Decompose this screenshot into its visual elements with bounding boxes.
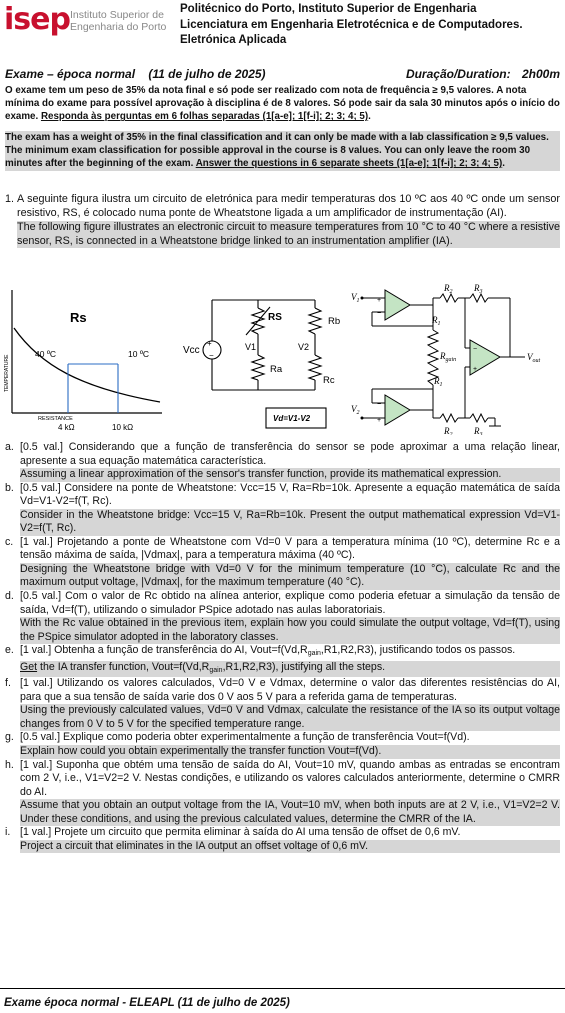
logo-isep-text: isep bbox=[4, 2, 70, 37]
opamp-1 bbox=[385, 290, 410, 320]
vcc-plus: + bbox=[207, 339, 212, 348]
item-e bbox=[5, 644, 560, 677]
question-1-en: The following figure illustrates an electronic circuit to measure temperatures from 10 °C to 40 °C where a resistive sensor, RS, is connected in a Wheatstone bridge linked to an instrumentation amplifier (IA). bbox=[17, 221, 560, 247]
item-en: Assume that you obtain an output voltage from the IA, Vout=10 mV, when both inputs are at 2 V, i.e., V1=V2=2 V. Under these conditions, and using the previous calculated values, determine the CMRR of the IA. bbox=[20, 799, 560, 825]
page-header bbox=[0, 0, 565, 58]
opamp1-minus: − bbox=[377, 310, 382, 317]
r1-top-resistor bbox=[428, 330, 438, 348]
vcc-label: Vcc bbox=[183, 345, 200, 356]
item-label: i. bbox=[5, 826, 11, 839]
item-en: Project a circuit that eliminates in the IA output an offset voltage of 0,6 mV. bbox=[20, 840, 560, 854]
rs-label: RS bbox=[268, 312, 282, 323]
rb-label: Rb bbox=[328, 316, 341, 327]
logo-line1: Instituto Superior de bbox=[70, 9, 164, 21]
intro-en-text: The exam has a weight of 35% in the final classification and it can only be made with a lab classification ≥ 9,5 values. The minimum exam classification for possible approval in the course is 8 values. You can only leave the room 30 minutes after the beginning of the exam. bbox=[5, 132, 549, 170]
item-en: Designing the Wheatstone bridge with Vd=0 V for the minimum temperature (10 °C), calculate Rc and the maximum output voltage, |Vdmax|, for the maximum temperature (40 °C). bbox=[20, 562, 560, 589]
ia-v1-label: $V_1$ bbox=[351, 292, 360, 304]
graph-label-10: 10 ºC bbox=[128, 349, 150, 359]
opamp2-plus: + bbox=[377, 417, 382, 424]
ia-rgain-label: $R_{gain}$ bbox=[440, 351, 457, 363]
item-label: g. bbox=[5, 731, 14, 744]
r2-bottom-resistor bbox=[440, 414, 458, 422]
item-pt: [1 val.] Suponha que obtém uma tensão de saída do AI, Vout=10 mV, quando ambas as entradas se encontram com 2 V, i.e., V1=V2=2 V. Nestas condições, e utilizando os valores calculados anteriormente, determine o CMRR do AI. bbox=[20, 758, 560, 798]
circuit-figure bbox=[0, 280, 565, 435]
ia-r2-top-label: $R_2$ bbox=[444, 283, 453, 295]
graph-curve bbox=[14, 328, 160, 402]
item-i bbox=[5, 826, 560, 853]
item-d bbox=[5, 590, 560, 644]
course-name: Licenciatura em Engenharia Eletrotécnica e de Computadores. bbox=[180, 18, 523, 31]
v2-label: V2 bbox=[298, 342, 310, 352]
item-f bbox=[5, 677, 560, 731]
ra-resistor bbox=[252, 355, 264, 380]
item-label: a. bbox=[5, 441, 14, 453]
ia-r1-bottom-label: $R_1$ bbox=[434, 376, 443, 388]
logo-line2: Engenharia do Porto bbox=[70, 21, 167, 33]
item-en: Assuming a linear approximation of the sensor's transfer function, provide its mathematical expression. bbox=[20, 468, 560, 482]
ia-vout-label: $V_{out}$ bbox=[527, 352, 541, 364]
v1-terminal bbox=[361, 297, 364, 300]
r3-top-resistor bbox=[470, 294, 488, 302]
opamp3-plus: + bbox=[473, 366, 478, 373]
ia-r3-top-label: $R_3$ bbox=[474, 283, 483, 295]
page-footer bbox=[0, 988, 565, 1009]
question-number: 1. bbox=[5, 193, 15, 205]
graph-tick-4k: 4 kΩ bbox=[58, 423, 75, 432]
subject-name: Eletrónica Aplicada bbox=[180, 34, 287, 46]
graph-xlabel: RESISTANCE bbox=[38, 416, 73, 422]
rc-resistor bbox=[309, 355, 321, 380]
exam-title: Exame – época normal (11 de julho de 2025) bbox=[5, 67, 266, 81]
item-label: d. bbox=[5, 590, 14, 603]
graph-ylabel: TEMPERATURE bbox=[4, 354, 10, 392]
item-en: Consider in the Wheatstone bridge: Vcc=15 V, Ra=Rb=10k. Present the output mathematical expression Vd=V1-V2=f(T, Rc). bbox=[20, 508, 560, 535]
intro-en-end: . bbox=[502, 158, 505, 170]
rb-resistor bbox=[309, 308, 321, 334]
item-pt: [1 val.] Utilizando os valores calculados, Vd=0 V e Vdmax, determine o valor das diferentes resistências do AI, para que a sua tensão de saída varie dos 0 V aos 5 V para a referida gama de temperaturas. bbox=[20, 677, 560, 703]
item-pt: [1 val.] Projetando a ponte de Wheatstone com Vd=0 V para a temperatura mínima (10 ºC), determine Rc e a tensão máxima de saída, |Vdmax|, para a temperatura máxima (40 ºC). bbox=[20, 535, 560, 562]
graph-label-40: 40 ºC bbox=[35, 349, 57, 359]
question-1-body bbox=[17, 193, 560, 248]
r2-top-resistor bbox=[440, 294, 458, 302]
item-pt: [0.5 val.] Explique como poderia obter experimentalmente a função de transferência Vout=f(Vd). bbox=[20, 731, 470, 744]
item-a bbox=[5, 441, 560, 482]
intro-pt-underlined: Responda às perguntas em 6 folhas separadas (1[a-e]; 1[f-i]; 2; 3; 4; 5) bbox=[40, 111, 369, 123]
opamp2-minus: − bbox=[377, 401, 382, 408]
question-1-pt: A seguinte figura ilustra um circuito de eletrónica para medir temperaturas dos 10 ºC aos 40 ºC onde um sensor resistivo, RS, é colocado numa ponte de Wheatstone ligada a um amplificador de instrumentação (AI). bbox=[17, 193, 560, 219]
ia-r3-bottom-label: $R_3$ bbox=[474, 426, 483, 435]
question-items bbox=[5, 441, 560, 853]
item-pt: [0.5 val.] Considerando que a função de transferência do sensor se pode aproximar a uma relação linear, apresente a sua equação matemática característica. bbox=[20, 441, 560, 467]
graph-tick-10k: 10 kΩ bbox=[112, 423, 134, 432]
circuit-figure-svg bbox=[0, 280, 565, 435]
opamp3-minus: − bbox=[473, 346, 478, 353]
v1-label: V1 bbox=[245, 342, 257, 352]
v2-terminal bbox=[361, 417, 364, 420]
intro-pt-end: . bbox=[368, 111, 371, 123]
item-pt: [1 val.] Obtenha a função de transferência do AI, $Vout=f(Vd,R_{gain},R1,R2,R3)$, justificando todos os passos. bbox=[20, 644, 516, 658]
sensor-graph bbox=[4, 290, 162, 432]
ia-r1-top-label: $R_1$ bbox=[432, 315, 441, 327]
item-label: e. bbox=[5, 644, 14, 657]
item-b bbox=[5, 482, 560, 536]
vd-box-label: Vd=V1-V2 bbox=[273, 414, 311, 423]
item-en: Using the previously calculated values, Vd=0 V and Vdmax, calculate the resistance of the IA so its output voltage changes from 0 V to 5 V for the specified temperature range. bbox=[20, 704, 560, 730]
rgain-resistor bbox=[428, 348, 438, 366]
item-g bbox=[5, 731, 560, 758]
intro-english bbox=[5, 131, 560, 171]
item-label: b. bbox=[5, 481, 14, 494]
vcc-minus: − bbox=[209, 351, 214, 360]
item-en: Explain how could you obtain experimentally the transfer function Vout=f(Vd). bbox=[20, 745, 560, 759]
duration-value: 2h00m bbox=[521, 67, 560, 81]
item-en: Get the IA transfer function, $Vout=f(Vd,R_{gain},R1,R2,R3)$, justifying all the steps. bbox=[20, 661, 560, 678]
intro-portuguese bbox=[5, 84, 560, 124]
intro-pt-text: O exame tem um peso de 35% da nota final e só pode ser realizado com nota de frequência ≥ 9,5 valores. A nota mínima do exame para possível aprovação à disciplina é de 8 valores. Só pode sair da sala 30 minutos após o início do exame. bbox=[5, 85, 560, 123]
graph-title: Rs bbox=[70, 310, 87, 325]
r3-bottom-resistor bbox=[470, 414, 488, 422]
item-label: h. bbox=[5, 758, 14, 771]
item-c bbox=[5, 536, 560, 590]
item-label: c. bbox=[5, 535, 14, 548]
rs-arrow bbox=[246, 307, 270, 335]
institution-name: Politécnico do Porto, Instituto Superior de Engenharia bbox=[180, 3, 477, 15]
wheatstone-bridge bbox=[203, 300, 326, 428]
opamp1-plus: + bbox=[377, 297, 382, 304]
ra-label: Ra bbox=[270, 364, 283, 375]
ia-v2-label: $V_2$ bbox=[351, 404, 360, 416]
item-h bbox=[5, 759, 560, 827]
item-en: With the Rc value obtained in the previous item, explain how you could simulate the output voltage, Vd=f(T), using the PSpice simulator adopted in the laboratory classes. bbox=[20, 617, 560, 643]
opamp-2 bbox=[385, 395, 410, 425]
ia-r2-bottom-label: $R_2$ bbox=[444, 426, 453, 435]
exam-duration bbox=[406, 67, 560, 81]
item-pt: [1 val.] Projete um circuito que permita eliminar à saída do AI uma tensão de offset de 0,6 mV. bbox=[20, 826, 461, 839]
intro-en-underlined: Answer the questions in 6 separate sheets (1[a-e]; 1[f-i]; 2; 3; 4; 5) bbox=[195, 158, 503, 170]
item-pt: [0.5 val.] Considere na ponte de Wheatstone: Vcc=15 V, Ra=Rb=10k. Apresente a equação matemática de saída Vd=V1-V2=f(T, Rc). bbox=[20, 481, 560, 508]
footer-text: Exame época normal - ELEAPL (11 de julho de 2025) bbox=[4, 997, 290, 1009]
item-pt: [0.5 val.] Com o valor de Rc obtido na alínea anterior, explique como poderia efetuar a simulação da tensão de saída, Vd=f(T), utilizando o simulador PSpice adotado nas aulas laboratoriais. bbox=[20, 590, 560, 616]
institution-block bbox=[180, 2, 565, 49]
isep-logo bbox=[4, 2, 174, 46]
rc-label: Rc bbox=[323, 375, 335, 386]
duration-label: Duração/Duration: bbox=[405, 67, 511, 81]
item-label: f. bbox=[5, 677, 11, 690]
